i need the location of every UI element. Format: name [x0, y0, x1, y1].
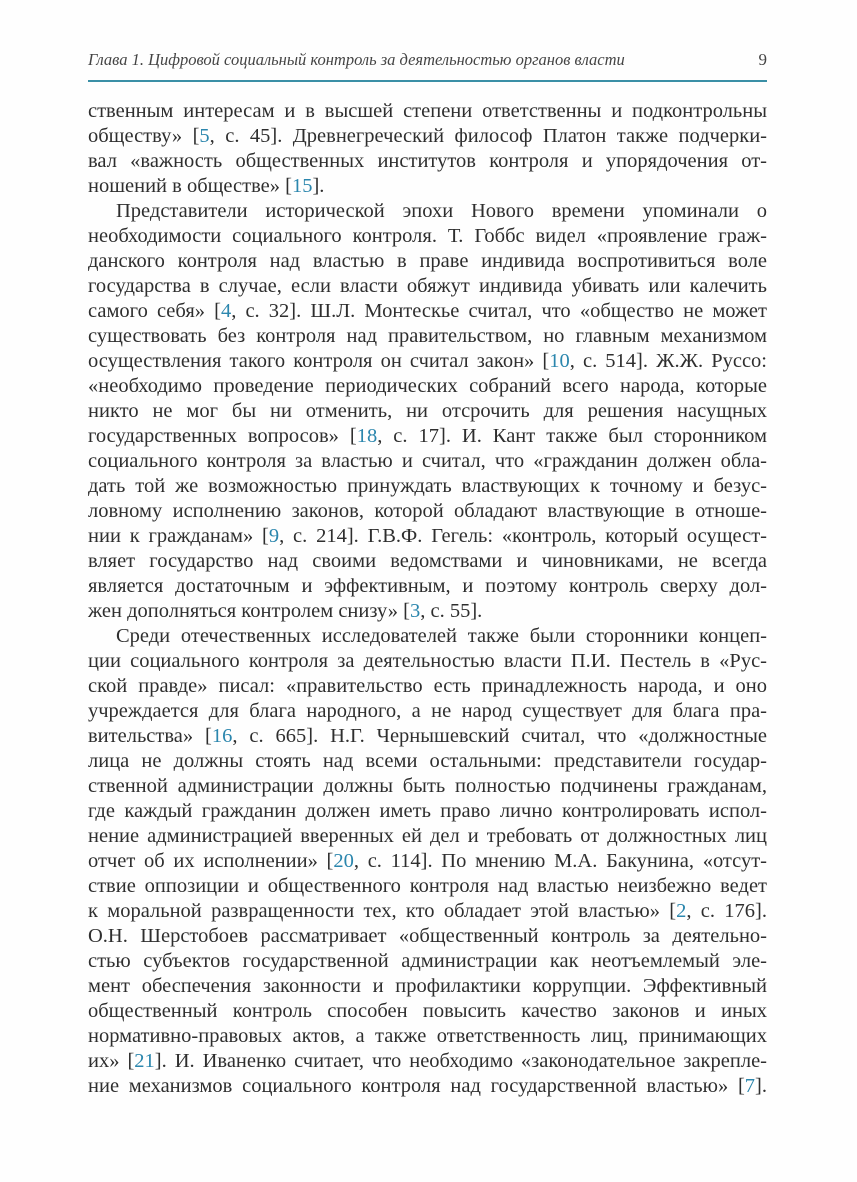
text-segment: социального контроля за властью и считал, что «гражданин должен обла-	[88, 450, 767, 472]
text-segment: , с. 45]. Древнегреческий философ Платон также подчерки-	[209, 125, 767, 147]
citation-link[interactable]: 15	[291, 175, 313, 197]
citation-link[interactable]: 9	[268, 525, 280, 547]
text-segment: дать той же возможностью принуждать властвующих к точному и безус-	[88, 475, 767, 497]
paragraph	[88, 99, 767, 199]
text-line	[88, 299, 767, 324]
text-segment: , с. 17]. И. Кант также был сторонником	[377, 425, 768, 447]
text-line	[88, 874, 767, 899]
text-line	[88, 749, 767, 774]
text-line	[88, 574, 767, 599]
running-header	[88, 48, 767, 74]
text-segment: , с. 176].	[686, 900, 767, 922]
paragraph	[88, 199, 767, 624]
text-segment: нормативно-правовых актов, а также ответственность лиц, принимающих	[88, 1025, 767, 1047]
text-line	[88, 774, 767, 799]
body-text	[88, 99, 767, 1099]
text-line	[88, 999, 767, 1024]
text-segment: Среди отечественных исследователей также были сторонники концеп-	[116, 625, 767, 647]
text-segment: лица не должны стоять над всеми остальными: представители государ-	[88, 750, 767, 772]
text-line	[88, 224, 767, 249]
text-segment: к моральной развращенности тех, кто обладает этой властью» [	[88, 900, 677, 922]
chapter-title: Глава 1. Цифровой социальный контроль за деятельностью органов власти	[88, 50, 625, 69]
text-segment: мент обеспечения законности и профилактики коррупции. Эффективный	[88, 975, 767, 997]
text-segment: существовать без контроля над правительством, но главным механизмом	[88, 325, 767, 347]
text-segment: Представители исторической эпохи Нового времени упоминали о	[116, 200, 767, 222]
text-line	[88, 399, 767, 424]
text-segment: , с. 665]. Н.Г. Чернышевский считал, что «должностные	[232, 725, 767, 747]
text-segment: , с. 55].	[420, 600, 483, 622]
text-line	[88, 599, 767, 624]
citation-link[interactable]: 21	[134, 1050, 155, 1072]
citation-link[interactable]: 10	[549, 350, 570, 372]
text-segment: ние механизмов социального контроля над государственной властью» [	[88, 1075, 745, 1097]
text-line	[88, 424, 767, 449]
text-line	[88, 899, 767, 924]
citation-link[interactable]: 16	[211, 725, 233, 747]
text-line	[88, 624, 767, 649]
text-segment: вляет государство над своими ведомствами и чиновниками, не всегда	[88, 550, 767, 572]
text-segment: общественный контроль способен повысить качество законов и иных	[88, 1000, 767, 1022]
text-segment: их» [	[88, 1050, 135, 1072]
text-segment: осуществления такого контроля он считал закон» [	[88, 350, 550, 372]
text-line	[88, 974, 767, 999]
citation-link[interactable]: 5	[199, 125, 210, 147]
text-segment: ].	[755, 1075, 767, 1097]
text-segment: данского контроля над властью в праве индивида воспротивиться воле	[88, 250, 767, 272]
text-segment: , с. 514]. Ж.Ж. Руссо:	[569, 350, 767, 372]
text-segment: ции социального контроля за деятельностью власти П.И. Пестель в «Рус-	[88, 650, 767, 672]
citation-link[interactable]: 18	[356, 425, 378, 447]
citation-link[interactable]: 20	[333, 850, 354, 872]
text-line	[88, 474, 767, 499]
text-line	[88, 799, 767, 824]
page-number: 9	[758, 50, 767, 69]
text-line	[88, 1074, 767, 1099]
text-line	[88, 324, 767, 349]
text-line	[88, 699, 767, 724]
text-segment: является достаточным и эффективным, и поэтому контроль сверху дол-	[88, 575, 767, 597]
citation-link[interactable]: 2	[676, 900, 687, 922]
text-segment: стью субъектов государственной администрации как неотъемлемый эле-	[88, 950, 767, 972]
text-segment: ственным интересам и в высшей степени ответственны и подконтрольны	[88, 100, 767, 122]
text-line	[88, 174, 767, 199]
text-segment: ской правде» писал: «правительство есть принадлежность народа, и оно	[88, 675, 767, 697]
text-line	[88, 199, 767, 224]
text-segment: необходимости социального контроля. Т. Гоббс видел «проявление граж-	[88, 225, 767, 247]
text-segment: ственной администрации должны быть полностью подчинены гражданам,	[88, 775, 767, 797]
text-segment: государства в случае, если власти обяжут индивида убивать или калечить	[88, 275, 767, 297]
citation-link[interactable]: 7	[744, 1075, 756, 1097]
citation-link[interactable]: 4	[220, 300, 232, 322]
text-segment: ловному исполнению законов, которой обладают властвующие в отноше-	[88, 500, 767, 522]
text-segment: обществу» [	[88, 125, 200, 147]
text-line	[88, 674, 767, 699]
text-segment: жен дополняться контролем снизу» [	[88, 600, 410, 622]
text-line	[88, 99, 767, 124]
text-segment: отчет об их исполнении» [	[88, 850, 334, 872]
text-segment: , с. 32]. Ш.Л. Монтескье считал, что «общество не может	[231, 300, 767, 322]
text-segment: О.Н. Шерстобоев рассматривает «общественный контроль за деятельно-	[88, 925, 767, 947]
text-line	[88, 449, 767, 474]
text-line	[88, 374, 767, 399]
text-segment: вительства» [	[88, 725, 212, 747]
text-line	[88, 1024, 767, 1049]
text-line	[88, 274, 767, 299]
text-segment: нение администрацией вверенных ей дел и требовать от должностных лиц	[88, 825, 767, 847]
text-line	[88, 549, 767, 574]
text-segment: , с. 214]. Г.В.Ф. Гегель: «контроль, который осущест-	[279, 525, 767, 547]
text-line	[88, 824, 767, 849]
text-segment: самого себя» [	[88, 300, 221, 322]
text-segment: государственных вопросов» [	[88, 425, 357, 447]
text-segment: ствие оппозиции и общественного контроля над властью неизбежно ведет	[88, 875, 767, 897]
text-segment: никто не мог бы ни отменить, ни отсрочить для решения насущных	[88, 400, 767, 422]
text-line	[88, 649, 767, 674]
text-segment: «необходимо проведение периодических собраний всего народа, которые	[88, 375, 767, 397]
text-line	[88, 849, 767, 874]
text-segment: ].	[312, 175, 325, 197]
text-segment: нии к гражданам» [	[88, 525, 269, 547]
paragraph	[88, 624, 767, 1099]
text-line	[88, 499, 767, 524]
text-segment: где каждый гражданин должен иметь право лично контролировать испол-	[88, 800, 767, 822]
text-line	[88, 124, 767, 149]
text-line	[88, 924, 767, 949]
text-line	[88, 724, 767, 749]
text-segment: вал «важность общественных институтов контроля и упорядочения от-	[88, 150, 767, 172]
text-line	[88, 949, 767, 974]
text-segment: учреждается для блага народного, а не народ существует для блага пра-	[88, 700, 767, 722]
citation-link[interactable]: 3	[409, 600, 421, 622]
text-segment: ношений в обществе» [	[88, 175, 292, 197]
text-segment: , с. 114]. По мнению М.А. Бакунина, «отсут-	[353, 850, 768, 872]
text-line	[88, 524, 767, 549]
text-line	[88, 149, 767, 174]
text-line	[88, 349, 767, 374]
text-segment: ]. И. Иваненко считает, что необходимо «законодательное закрепле-	[154, 1050, 767, 1072]
text-line	[88, 1049, 767, 1074]
header-divider	[88, 80, 767, 82]
text-line	[88, 249, 767, 274]
